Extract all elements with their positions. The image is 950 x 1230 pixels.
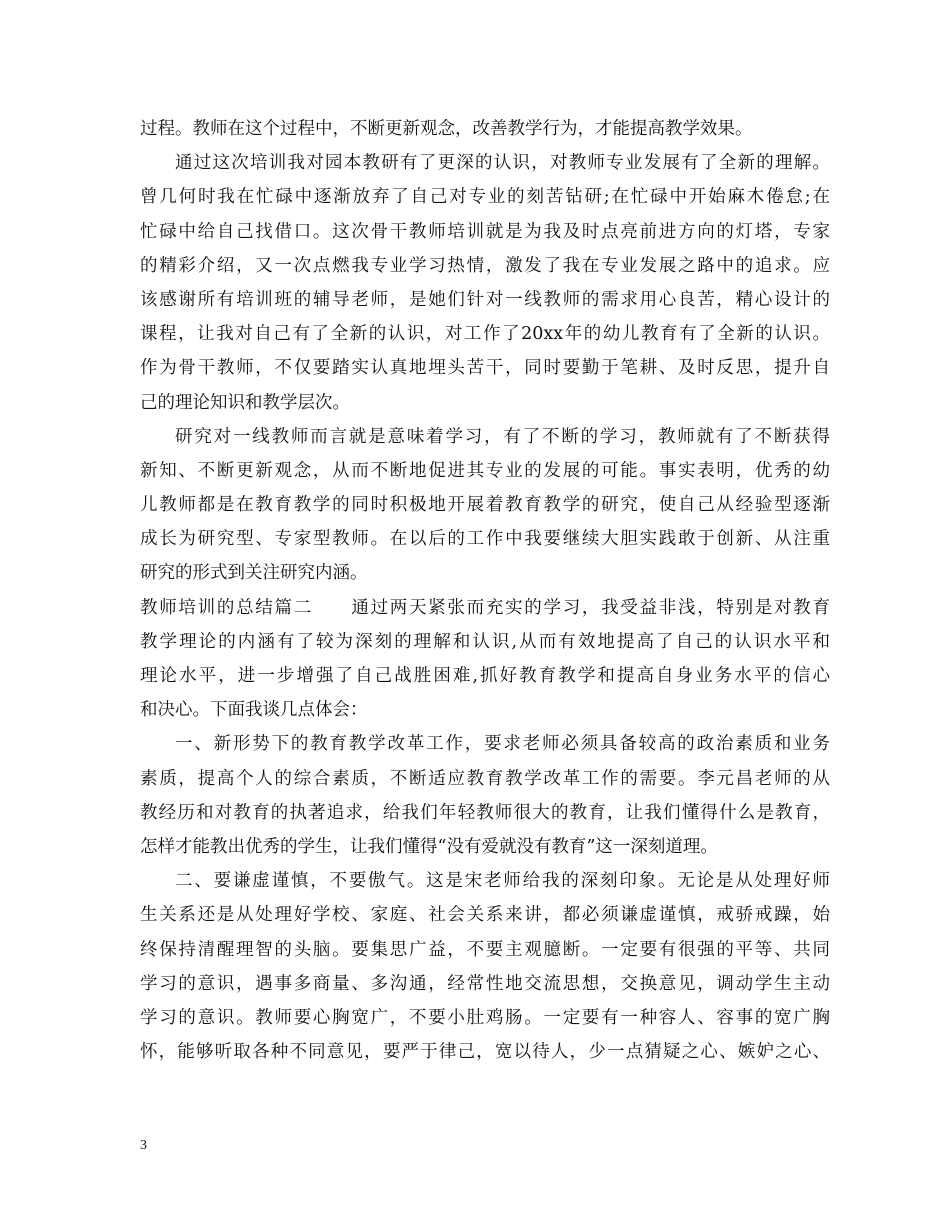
text-line: 学习的意识，遇事多商量、多沟通，经常性地交流思想，交换意见，调动学生主动 bbox=[140, 973, 830, 994]
text-line: 作为骨干教师，不仅要踏实认真地埋头苦干，同时要勤于笔耕、及时反思，提升自 bbox=[140, 358, 830, 379]
text-line: 二、要谦虚谨慎，不要傲气。这是宋老师给我的深刻印象。无论是从处理好师 bbox=[175, 871, 830, 892]
text-line: 忙碌中给自己找借口。这次骨干教师培训就是为我及时点亮前进方向的灯塔，专家 bbox=[140, 221, 830, 242]
text-line: 理论水平，进一步增强了自己战胜困难,抓好教育教学和提高自身业务水平的信心 bbox=[140, 666, 830, 686]
text-line: 和决心。下面我谈几点体会： bbox=[140, 700, 368, 721]
text-line: 一、新形势下的教育教学改革工作，要求老师必须具备较高的政治素质和业务 bbox=[175, 734, 830, 755]
text-line: 素质，提高个人的综合素质，不断适应教育教学改革工作的需要。李元昌老师的从 bbox=[140, 768, 830, 789]
text-line: 的精彩介绍，又一次点燃我专业学习热情，激发了我在专业发展之路中的追求。应 bbox=[140, 255, 830, 276]
text-line: 该感谢所有培训班的辅导老师，是她们针对一线教师的需求用心良苦，精心设计的 bbox=[140, 289, 830, 310]
text-line: 学习的意识。教师要心胸宽广，不要小肚鸡肠。一定要有一种容人、容事的宽广胸 bbox=[140, 1007, 830, 1028]
text-line: 研究对一线教师而言就是意味着学习，有了不断的学习，教师就有了不断获得 bbox=[175, 426, 830, 447]
text-line: 终保持清醒理智的头脑。要集思广益，不要主观臆断。一定要有很强的平等、共同 bbox=[140, 939, 830, 960]
text-line: 通过这次培训我对园本教研有了更深的认识，对教师专业发展有了全新的理解。 bbox=[175, 153, 830, 174]
text-line: 课程，让我对自己有了全新的认识，对工作了20xx年的幼儿教育有了全新的认识。 bbox=[140, 324, 830, 345]
text-line: 怀，能够听取各种不同意见，要严于律己，宽以待人，少一点猜疑之心、嫉妒之心、 bbox=[140, 1042, 830, 1063]
text-line: 研究的形式到关注研究内涵。 bbox=[140, 563, 368, 584]
page-number: 3 bbox=[140, 1138, 147, 1153]
text-line: 新知、不断更新观念，从而不断地促进其专业的发展的可能。事实表明，优秀的幼 bbox=[140, 460, 830, 481]
text-line: 生关系还是从处理好学校、家庭、社会关系来讲，都必须谦虚谨慎，戒骄戒躁，始 bbox=[140, 905, 830, 926]
text-line: 曾几何时我在忙碌中逐渐放弃了自己对专业的刻苦钻研;在忙碌中开始麻木倦怠;在 bbox=[140, 187, 830, 208]
text-line: 过程。教师在这个过程中，不断更新观念，改善教学行为，才能提高教学效果。 bbox=[140, 119, 753, 139]
text-line: 教学理论的内涵有了较为深刻的理解和认识,从而有效地提高了自己的认识水平和 bbox=[140, 631, 830, 652]
text-line: 成长为研究型、专家型教师。在以后的工作中我要继续大胆实践敢于创新、从注重 bbox=[140, 529, 830, 550]
text-line: 儿教师都是在教育教学的同时积极地开展着教育教学的研究，使自己从经验型逐渐 bbox=[140, 495, 830, 516]
text-line: 己的理论知识和教学层次。 bbox=[140, 392, 350, 413]
body-text bbox=[140, 112, 830, 1069]
text-line: 教师培训的总结篇二 通过两天紧张而充实的学习，我受益非浅，特别是对教育 bbox=[140, 597, 830, 618]
text-line: 怎样才能教出优秀的学生，让我们懂得“没有爱就没有教育”这一深刻道理。 bbox=[140, 836, 718, 857]
text-line: 教经历和对教育的执著追求，给我们年轻教师很大的教育，让我们懂得什么是教育， bbox=[140, 802, 830, 823]
